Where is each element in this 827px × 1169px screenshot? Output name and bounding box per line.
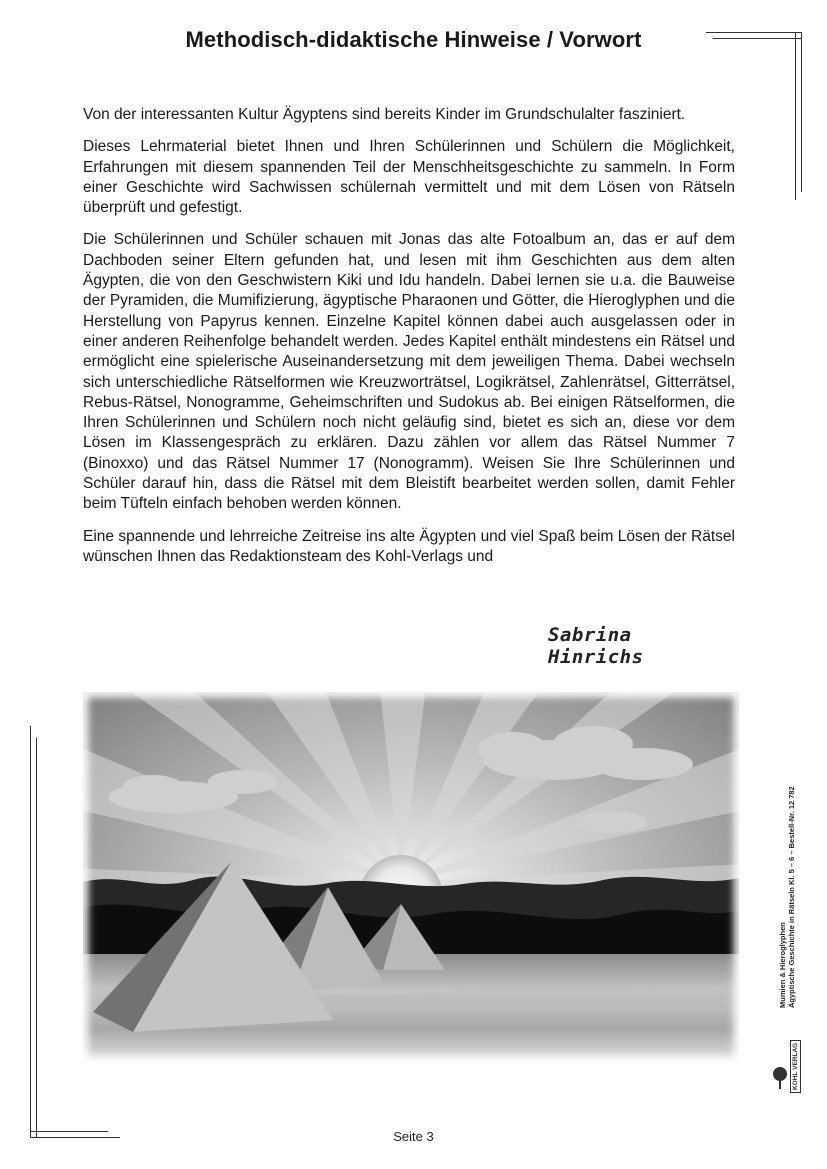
signature: Sabrina Hinrichs [548, 624, 644, 668]
paragraph: Eine spannende und lehrreiche Zeitreise ins alte Ägypten und viel Spaß beim Lösen der Rätsel wünschen Ihnen das Redaktionsteam des Kohl-Verlags und [83, 527, 735, 565]
paragraph: Von der interessanten Kultur Ägyptens sind bereits Kinder im Grundschulalter fasziniert. [83, 106, 686, 123]
page-number: Seite 3 [393, 1129, 434, 1144]
book-subtitle: Ägyptische Geschichte in Rätseln Kl. 5 – 6 – Bestell-Nr. 12 782 [787, 786, 796, 1008]
tree-icon [772, 1065, 788, 1091]
pyramids-sunset-illustration [83, 692, 739, 1062]
book-title: Mumien & Hieroglyphen [778, 922, 787, 1008]
logo-text: KOHL VERLAG [790, 1040, 801, 1093]
frame-top-right-v2 [801, 32, 802, 192]
frame-bottom-left-v2 [36, 738, 37, 1138]
paragraph: Die Schülerinnen und Schüler schauen mit Jonas das alte Fotoalbum an, das er auf dem Dachboden seiner Eltern gefunden hat, und lesen mit ihm Geschichten aus dem alten Ägypten, die von den Geschwistern Kiki und Idu handeln. Dabei lernen sie u.a. die Bauweise der Pyramiden, die Mumifizierung, ägyptische Pharaonen und Götter, die Hieroglyphen und die Herstellung von Papyrus kennen. Einzelne Kapitel können dabei auch ausgelassen oder in einer anderen Reihenfolge behandelt werden. Jedes Kapitel enthält mindestens ein Rätsel und ermöglicht eine spielerische Auseinandersetzung mit dem jeweiligen Thema. Dabei wechseln sich unterschiedliche Rätselformen wie Kreuzworträtsel, Logikrätsel, Zahlenrätsel, Gitterrätsel, Rebus-Rätsel, Nonogramme, Geheimschriften und Sudokus ab. Bei einigen Rätselformen, die Ihren Schülerinnen und Schülern noch nicht geläufig sind, bietet es sich an, diese vor dem Lösen im Klassengespräch zu erklären. Dazu zählen vor allem das Rätsel Nummer 7 (Binoxxo) und das Rätsel Nummer 17 (Nonogramm). Weisen Sie Ihre Schülerinnen und Schüler darauf hin, dass die Rätsel mit dem Bleistift bearbeitet werden sollen, damit Fehler beim Tüfteln einfach behoben werden können. [83, 231, 735, 513]
frame-top-right-v [795, 32, 796, 200]
book-info-text [778, 786, 796, 1008]
body-text [83, 105, 735, 579]
paragraph: Dieses Lehrmaterial bietet Ihnen und Ihren Schülerinnen und Schülern die Möglichkeit, Erfahrungen mit diesem spannenden Teil der Menschheitsgeschichte zu sammeln. In Form einer Geschichte wird Sachwissen schülernah vermittelt und mit dem Lösen von Rätseln überprüft und gefestigt. [83, 138, 735, 217]
frame-bottom-left-v [30, 726, 31, 1138]
publisher-logo [770, 1042, 810, 1095]
page-title: Methodisch-didaktische Hinweise / Vorwort [185, 27, 642, 52]
